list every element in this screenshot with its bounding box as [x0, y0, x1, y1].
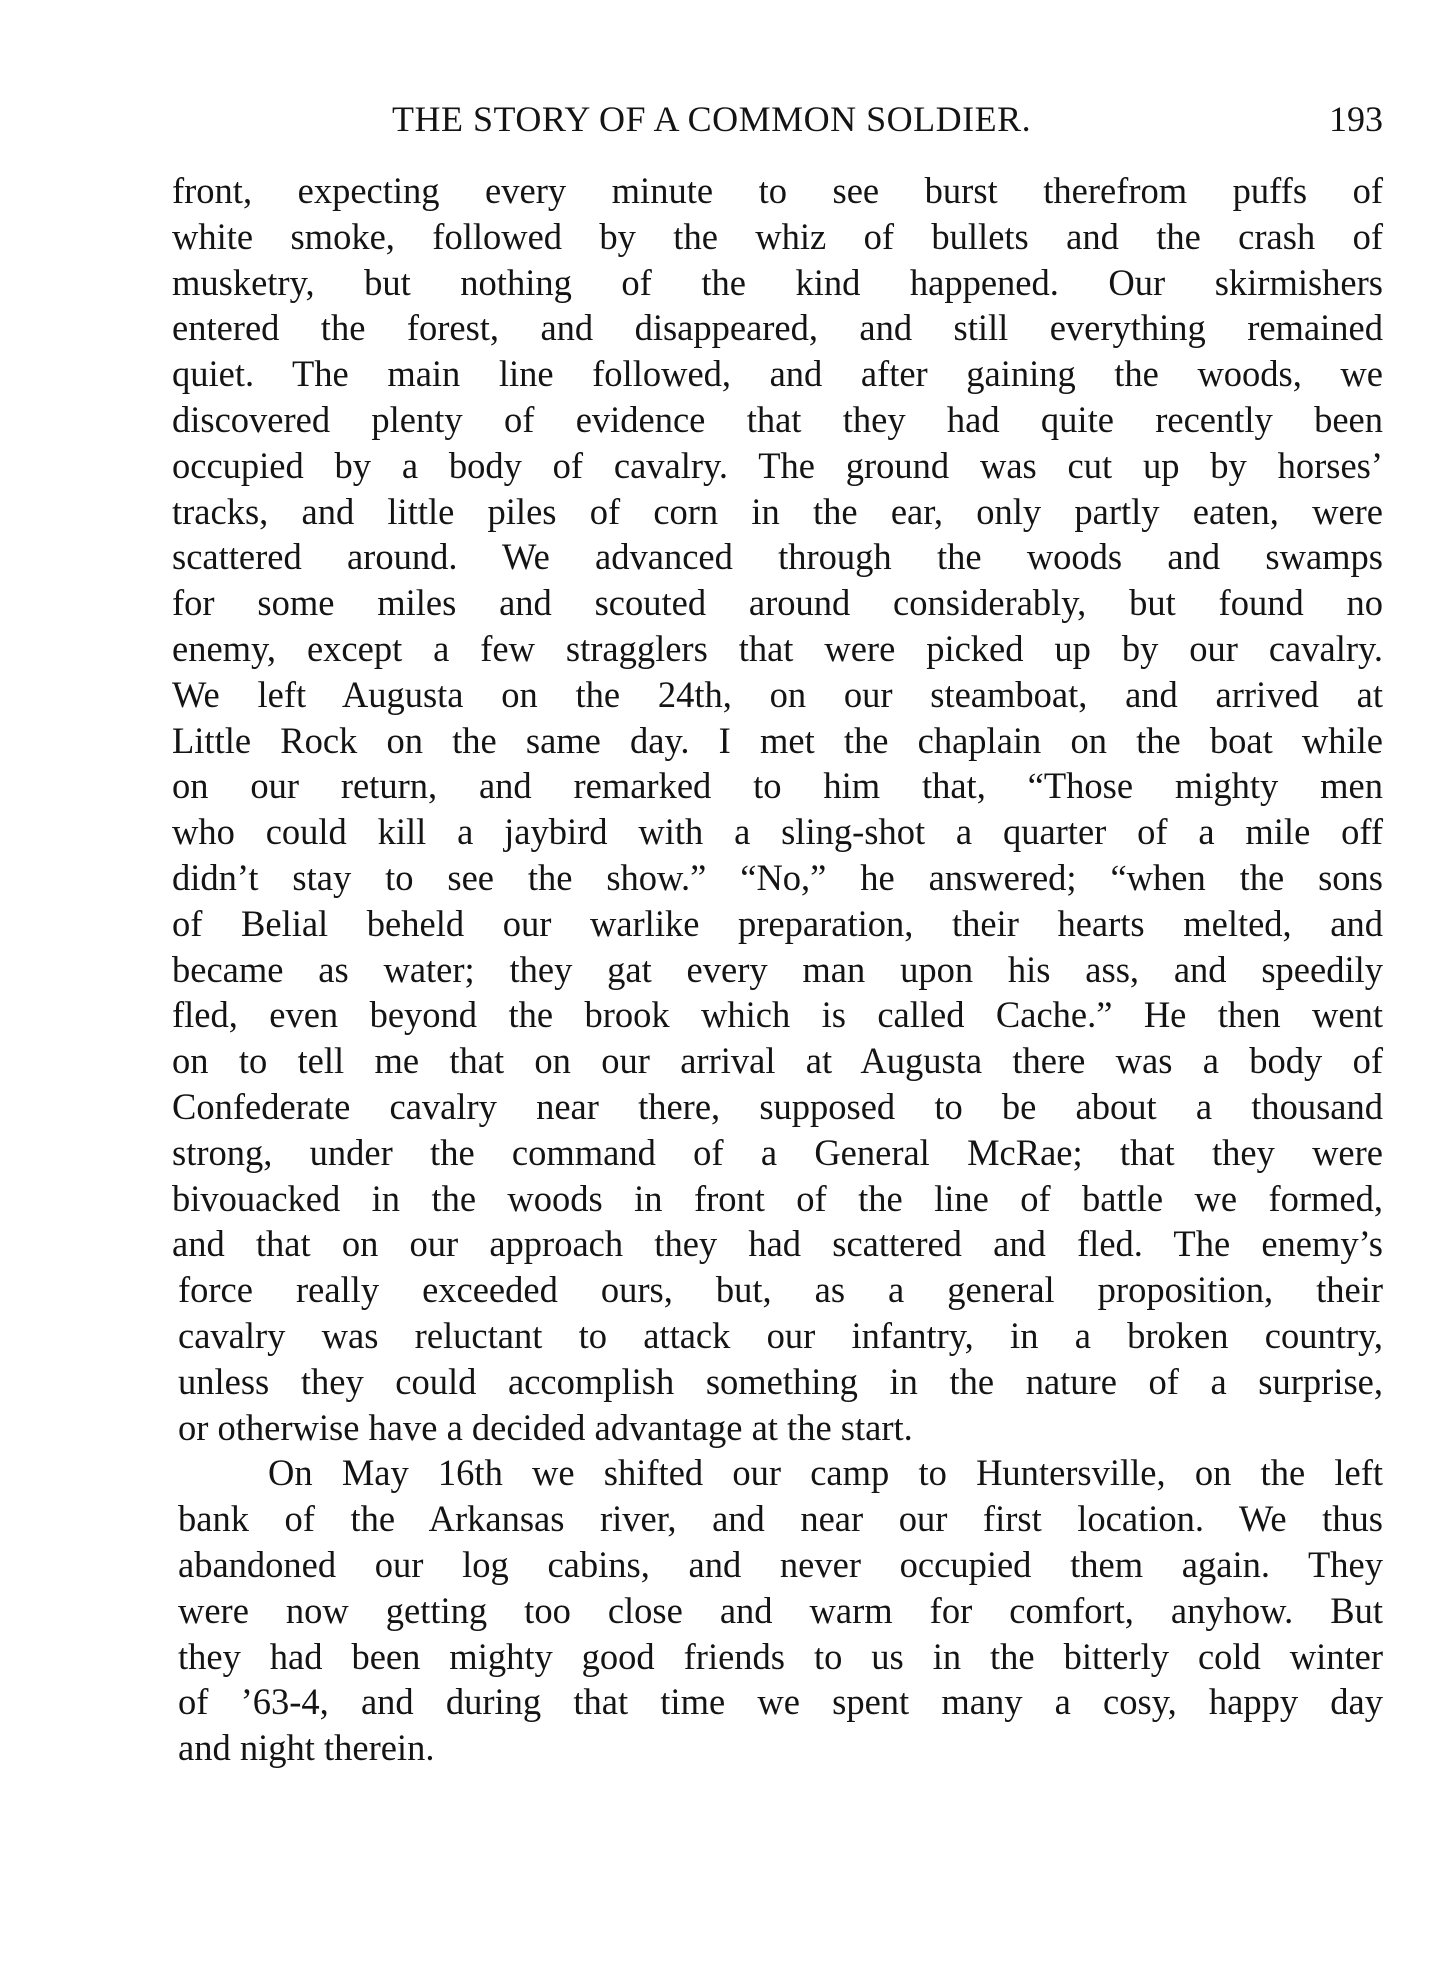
text-line: didn’t stay to see the show.” “No,” he answered; “when the sons — [172, 856, 1383, 898]
text-line: bivouacked in the woods in front of the line of battle we formed, — [172, 1177, 1383, 1219]
text-line: on our return, and remarked to him that, “Those mighty men — [172, 765, 1383, 807]
paragraph-2 — [172, 1450, 1383, 1771]
text-line: white smoke, followed by the whiz of bullets and the crash of — [172, 215, 1383, 257]
text-line: or otherwise have a decided advantage at the start. — [178, 1406, 913, 1448]
text-line: became as water; they gat every man upon his ass, and speedily — [172, 948, 1383, 990]
text-line: abandoned our log cabins, and never occupied them again. They — [178, 1543, 1383, 1585]
text-line: tracks, and little piles of corn in the ear, only partly eaten, were — [172, 490, 1383, 532]
text-line: strong, under the command of a General McRae; that they were — [172, 1131, 1383, 1173]
text-line: unless they could accomplish something in the nature of a surprise, — [178, 1360, 1383, 1402]
paragraph-1 — [172, 168, 1383, 1450]
text-line: fled, even beyond the brook which is called Cache.” He then went — [172, 994, 1383, 1036]
text-line: entered the forest, and disappeared, and still everything remained — [172, 307, 1383, 349]
text-line: on to tell me that on our arrival at Augusta there was a body of — [172, 1040, 1383, 1082]
body-text — [172, 168, 1383, 1771]
text-line: they had been mighty good friends to us in the bitterly cold winter — [178, 1635, 1383, 1677]
text-line: Little Rock on the same day. I met the chaplain on the boat while — [172, 719, 1383, 761]
text-line: Confederate cavalry near there, supposed to be about a thousand — [172, 1085, 1383, 1127]
text-line: who could kill a jaybird with a sling-shot a quarter of a mile off — [172, 811, 1383, 853]
text-line: occupied by a body of cavalry. The ground was cut up by horses’ — [172, 444, 1383, 486]
text-line: cavalry was reluctant to attack our infantry, in a broken country, — [178, 1314, 1383, 1356]
text-line: We left Augusta on the 24th, on our steamboat, and arrived at — [172, 673, 1383, 715]
text-line: force really exceeded ours, but, as a general proposition, their — [178, 1269, 1383, 1311]
page-number: 193 — [1329, 99, 1383, 139]
text-line: On May 16th we shifted our camp to Huntersville, on the left — [268, 1452, 1383, 1494]
text-line: bank of the Arkansas river, and near our first location. We thus — [178, 1498, 1383, 1540]
text-line: of ’63-4, and during that time we spent many a cosy, happy day — [178, 1681, 1383, 1723]
running-title: THE STORY OF A COMMON SOLDIER. — [392, 99, 1032, 139]
text-line: musketry, but nothing of the kind happened. Our skirmishers — [172, 261, 1383, 303]
text-line: and night therein. — [178, 1727, 435, 1769]
text-line: and that on our approach they had scattered and fled. The enemy’s — [172, 1223, 1383, 1265]
text-line: discovered plenty of evidence that they had quite recently been — [172, 398, 1383, 440]
running-head — [172, 94, 1383, 144]
text-line: for some miles and scouted around considerably, but found no — [172, 582, 1383, 624]
text-line: front, expecting every minute to see burst therefrom puffs of — [172, 170, 1383, 211]
text-line: scattered around. We advanced through the woods and swamps — [172, 536, 1383, 578]
text-line: of Belial beheld our warlike preparation, their hearts melted, and — [172, 902, 1383, 944]
text-line: were now getting too close and warm for comfort, anyhow. But — [178, 1589, 1383, 1631]
text-line: enemy, except a few stragglers that were picked up by our cavalry. — [172, 627, 1383, 669]
text-line: quiet. The main line followed, and after gaining the woods, we — [172, 353, 1383, 395]
